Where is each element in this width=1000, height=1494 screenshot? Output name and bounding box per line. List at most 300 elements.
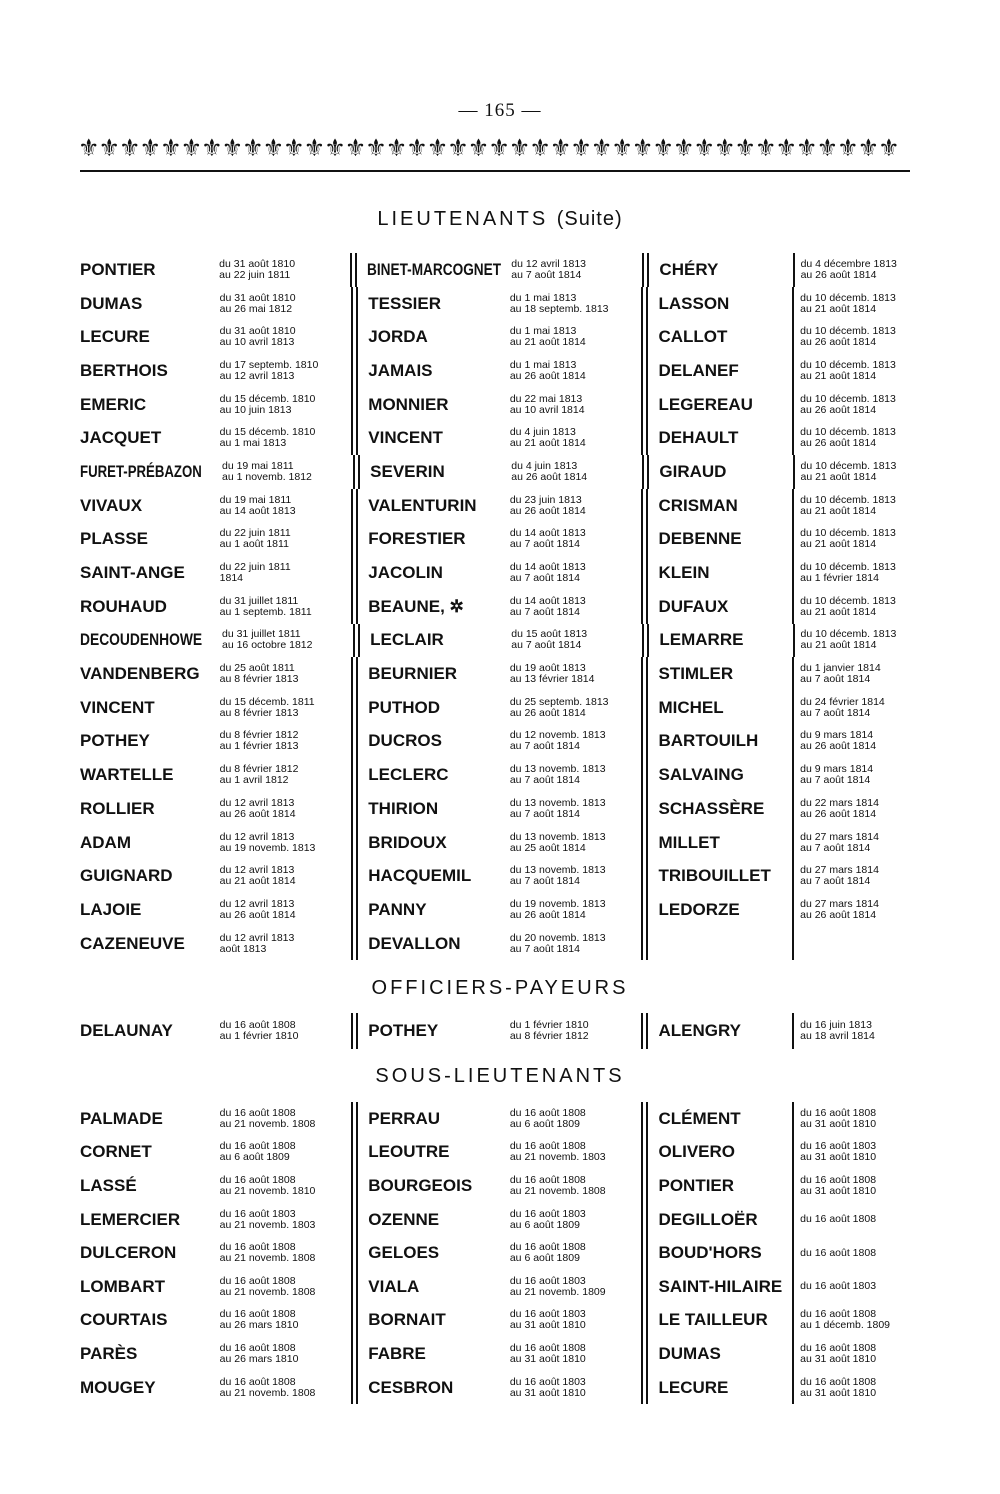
officer-name-cell	[356, 657, 504, 691]
service-dates-cell	[214, 455, 355, 489]
table-row	[78, 388, 918, 422]
officer-name-cell	[78, 455, 214, 489]
service-dates-cell	[792, 1371, 918, 1405]
officer-name: TESSIER	[368, 293, 442, 313]
officer-name: JACOLIN	[368, 563, 443, 583]
date-from: du 14 août 1813	[509, 594, 586, 607]
date-to: au 26 mars 1810	[219, 1352, 299, 1365]
service-dates-cell	[792, 1236, 918, 1270]
officer-name: ALENGRY	[658, 1021, 741, 1040]
service-dates	[220, 427, 316, 449]
service-dates-cell	[212, 556, 354, 590]
officer-name: BORNAIT	[368, 1310, 446, 1330]
service-dates-cell	[792, 590, 918, 624]
service-dates-cell	[793, 253, 918, 287]
date-to: au 21 novemb. 1809	[509, 1285, 606, 1298]
date-to: au 31 août 1810	[800, 1184, 877, 1197]
officer-name-cell	[356, 287, 504, 321]
officer-name: GUIGNARD	[80, 866, 173, 886]
date-from: du 19 novemb. 1813	[509, 897, 606, 910]
officer-name-cell	[646, 826, 790, 860]
officer-name: VANDENBERG	[80, 664, 200, 684]
service-dates-cell	[212, 1169, 354, 1203]
service-dates	[510, 1309, 586, 1331]
date-from: du 10 décemb. 1813	[800, 426, 896, 439]
service-dates	[220, 495, 296, 517]
officer-name-cell	[78, 1304, 212, 1338]
service-dates-cell	[212, 758, 354, 792]
table-row	[78, 354, 918, 388]
officer-name-cell	[78, 1102, 212, 1136]
service-dates	[800, 1248, 876, 1259]
date-from: du 27 mars 1814	[800, 897, 879, 910]
officer-name-cell	[647, 253, 790, 287]
table-row	[78, 792, 918, 826]
officer-name: MILLET	[658, 832, 720, 852]
officer-name: WARTELLE	[80, 765, 174, 785]
date-from: du 16 août 1808	[219, 1140, 296, 1153]
service-dates	[220, 730, 299, 752]
officer-name-cell	[646, 792, 790, 826]
service-dates-cell	[212, 388, 354, 422]
officer-name-cell	[646, 287, 790, 321]
service-dates-cell	[212, 1371, 354, 1405]
officer-name: JACQUET	[80, 428, 162, 448]
date-from: du 15 décemb. 1810	[219, 392, 316, 405]
date-from: du 16 août 1803	[800, 1140, 877, 1153]
date-from: du 19 août 1813	[509, 662, 586, 675]
date-to: au 1 avril 1812	[219, 774, 289, 787]
officer-name-cell	[356, 1270, 504, 1304]
service-dates-cell	[212, 1270, 354, 1304]
officer-name-cell	[78, 489, 212, 523]
officer-name-cell	[646, 489, 790, 523]
officer-name-cell	[646, 354, 790, 388]
date-to: au 21 novemb. 1808	[219, 1117, 316, 1130]
date-from: du 16 août 1808	[800, 1308, 877, 1321]
service-dates	[220, 764, 299, 786]
service-dates-cell	[504, 1337, 644, 1371]
service-dates	[510, 360, 586, 382]
date-from: du 10 décemb. 1813	[800, 493, 896, 506]
date-from: du 31 juillet 1811	[222, 628, 301, 641]
officer-name: LASSON	[658, 293, 730, 313]
table-row	[78, 523, 918, 557]
service-dates-cell	[212, 927, 354, 961]
date-from: du 16 août 1808	[219, 1308, 296, 1321]
date-to: au 7 août 1814	[509, 942, 580, 955]
officer-name-cell	[78, 1236, 212, 1270]
date-from: du 10 décemb. 1813	[800, 527, 896, 540]
date-from: du 12 avril 1813	[219, 830, 295, 843]
date-to: au 26 août 1814	[800, 268, 877, 281]
date-from: du 10 décemb. 1813	[800, 291, 896, 304]
officer-name-cell	[78, 523, 212, 557]
table-row	[78, 489, 918, 523]
service-dates-cell	[792, 758, 918, 792]
officer-name: LEOUTRE	[368, 1142, 450, 1162]
service-dates	[220, 528, 291, 550]
date-to: au 26 août 1814	[509, 706, 586, 719]
officer-name: OZENNE	[368, 1209, 440, 1229]
officer-name-cell	[78, 1013, 212, 1049]
officer-name-cell	[356, 489, 504, 523]
date-from: du 10 décemb. 1813	[800, 459, 897, 472]
date-from: du 8 février 1812	[219, 763, 299, 776]
service-dates-cell	[504, 1102, 644, 1136]
officer-name: SAINT-ANGE	[80, 563, 185, 583]
date-from: du 10 décemb. 1813	[800, 325, 896, 338]
officer-name: BERTHOIS	[80, 360, 168, 380]
date-from: du 12 avril 1813	[219, 796, 295, 809]
date-to: au 21 novemb. 1803	[219, 1218, 316, 1231]
date-from: du 4 juin 1813	[509, 426, 576, 439]
officer-name-cell	[647, 455, 790, 489]
date-from: du 14 août 1813	[509, 561, 586, 574]
service-dates-cell	[212, 691, 354, 725]
service-dates	[800, 394, 896, 416]
date-from: du 31 juillet 1811	[219, 594, 299, 607]
date-to: au 7 août 1814	[509, 605, 580, 618]
date-to: au 26 août 1814	[509, 504, 586, 517]
table-row	[78, 1270, 918, 1304]
service-dates	[800, 528, 896, 550]
officer-name-cell	[78, 590, 212, 624]
officer-name: DUMAS	[658, 1343, 721, 1363]
date-from: du 31 août 1810	[219, 325, 296, 338]
officer-name: LEDORZE	[658, 899, 740, 919]
service-dates	[222, 629, 313, 651]
service-dates-cell	[505, 253, 644, 287]
date-from: du 27 mars 1814	[800, 864, 879, 877]
officer-name-cell	[646, 725, 790, 759]
service-dates	[510, 293, 609, 315]
date-from: du 27 mars 1814	[800, 830, 879, 843]
table-row	[78, 826, 918, 860]
service-dates	[510, 899, 606, 921]
service-dates-cell	[505, 624, 644, 658]
date-to: au 1 août 1811	[219, 538, 289, 551]
date-to: au 31 août 1810	[800, 1117, 877, 1130]
service-dates	[220, 1020, 299, 1042]
officer-name: DECOUDENHOWE	[80, 630, 203, 650]
officer-name-cell	[358, 455, 505, 489]
service-dates	[510, 528, 586, 550]
officer-name-cell	[356, 1236, 504, 1270]
lieutenants-title	[0, 208, 1000, 231]
date-from: du 1 mai 1813	[509, 291, 577, 304]
officer-name: PONTIER	[658, 1175, 735, 1195]
officer-name-cell	[78, 758, 212, 792]
officer-name: FABRE	[368, 1343, 426, 1363]
date-to: au 6 août 1809	[509, 1252, 580, 1265]
officer-name-cell	[356, 927, 504, 961]
service-dates-cell	[792, 657, 918, 691]
officer-name: SALVAING	[658, 765, 744, 785]
date-to: au 26 août 1814	[219, 908, 296, 921]
service-dates	[220, 899, 296, 921]
table-row	[78, 1102, 918, 1136]
date-to: au 16 octobre 1812	[222, 639, 313, 652]
service-dates-cell	[793, 624, 918, 658]
date-to: au 8 février 1813	[219, 706, 299, 719]
service-dates-cell	[504, 1203, 644, 1237]
service-dates	[800, 562, 896, 584]
service-dates	[511, 629, 587, 651]
officer-name-cell	[78, 657, 212, 691]
date-to: au 26 août 1814	[800, 908, 877, 921]
service-dates	[510, 1276, 606, 1298]
service-dates-cell	[792, 1203, 918, 1237]
service-dates-cell	[504, 826, 644, 860]
officer-name: VIVAUX	[80, 495, 143, 515]
date-from: du 16 août 1808	[219, 1375, 296, 1388]
service-dates-cell	[504, 1013, 644, 1049]
date-from: du 1 février 1810	[509, 1019, 589, 1031]
service-dates-cell	[792, 893, 918, 927]
service-dates-cell	[212, 657, 354, 691]
date-from: du 16 août 1808	[800, 1213, 877, 1226]
officer-name-cell	[646, 1169, 790, 1203]
service-dates	[801, 629, 897, 651]
page-number: — 165 —	[458, 100, 542, 121]
service-dates-cell	[504, 893, 644, 927]
officer-name-cell	[646, 1236, 790, 1270]
service-dates	[800, 1281, 876, 1292]
officer-name: POTHEY	[368, 1021, 439, 1040]
service-dates-cell	[212, 523, 354, 557]
service-dates	[800, 1343, 876, 1365]
date-from: du 4 juin 1813	[511, 459, 578, 472]
date-from: du 16 août 1808	[800, 1375, 877, 1388]
service-dates	[511, 461, 587, 483]
date-from: du 16 août 1808	[800, 1106, 877, 1119]
officer-name: CALLOT	[658, 327, 728, 347]
service-dates	[510, 495, 586, 517]
fleuron-rule	[80, 170, 910, 172]
officer-name-cell	[356, 1169, 504, 1203]
officer-name: VINCENT	[80, 697, 155, 717]
officer-name: VINCENT	[368, 428, 443, 448]
service-dates-cell	[504, 523, 644, 557]
service-dates	[511, 259, 586, 281]
service-dates	[220, 1108, 316, 1130]
date-from: du 31 août 1810	[219, 257, 296, 270]
officer-name-cell	[356, 826, 504, 860]
service-dates	[510, 596, 586, 618]
officer-name: EMERIC	[80, 394, 147, 414]
table-row	[78, 287, 918, 321]
service-dates-cell	[792, 523, 918, 557]
date-from: du 13 novemb. 1813	[509, 763, 606, 776]
officer-name: BRIDOUX	[368, 832, 447, 852]
date-to: au 26 août 1814	[800, 403, 877, 416]
officer-name: DEGILLOËR	[658, 1209, 758, 1229]
service-dates-cell	[504, 556, 644, 590]
date-from: du 10 décemb. 1813	[800, 594, 896, 607]
officer-name: MONNIER	[368, 394, 449, 414]
officer-name-cell	[646, 590, 790, 624]
officer-name: DUFAUX	[658, 596, 729, 616]
service-dates	[220, 1175, 316, 1197]
date-to: au 31 août 1810	[800, 1386, 877, 1399]
officer-name-cell	[78, 556, 212, 590]
date-to: au 21 août 1814	[800, 538, 877, 551]
date-from: du 16 août 1803	[509, 1274, 586, 1287]
date-to: au 26 août 1814	[511, 470, 588, 483]
officer-name: PANNY	[368, 899, 427, 919]
service-dates	[800, 360, 896, 382]
service-dates-cell	[792, 287, 918, 321]
officer-name: HACQUEMIL	[368, 866, 472, 886]
officer-name: CORNET	[80, 1142, 152, 1162]
date-from: du 19 mai 1811	[222, 459, 294, 472]
officer-name: SEVERIN	[370, 461, 445, 481]
sous-lieutenants-table	[78, 1102, 918, 1404]
officer-name-cell	[78, 624, 214, 658]
service-dates-cell	[504, 1236, 644, 1270]
date-to: au 18 septemb. 1813	[509, 302, 609, 315]
service-dates	[510, 1209, 586, 1231]
service-dates	[220, 798, 296, 820]
service-dates-cell	[212, 421, 354, 455]
service-dates	[220, 1343, 299, 1365]
lieutenants-suite: (Suite)	[556, 208, 623, 230]
officer-name: PUTHOD	[368, 697, 441, 717]
officer-name: LE TAILLEUR	[658, 1310, 768, 1330]
officer-name-cell	[647, 624, 790, 658]
officer-name-cell	[356, 1102, 504, 1136]
date-from: du 25 septemb. 1813	[509, 695, 609, 708]
service-dates	[510, 1343, 586, 1365]
officer-name-cell	[356, 354, 504, 388]
date-from: du 16 août 1808	[219, 1241, 296, 1254]
date-to: au 21 novemb. 1808	[509, 1184, 606, 1197]
officer-name: VALENTURIN	[368, 495, 477, 515]
table-row	[78, 859, 918, 893]
date-to: au 13 février 1814	[509, 673, 595, 686]
officer-name: DUCROS	[368, 731, 442, 751]
date-from: du 1 mai 1813	[509, 325, 577, 338]
date-from: du 16 août 1808	[509, 1173, 586, 1186]
service-dates	[800, 495, 896, 517]
officer-name: SAINT-HILAIRE	[658, 1276, 783, 1296]
date-from: du 9 mars 1814	[800, 763, 874, 776]
service-dates-cell	[793, 455, 918, 489]
date-from: du 15 décemb. 1810	[219, 426, 316, 439]
officer-name-cell	[646, 1013, 790, 1049]
service-dates-cell	[504, 1136, 644, 1170]
date-to: au 1 novemb. 1812	[222, 470, 312, 483]
date-from: du 31 août 1810	[219, 291, 296, 304]
service-dates-cell	[792, 792, 918, 826]
date-to: au 21 août 1814	[800, 639, 877, 652]
service-dates	[800, 798, 879, 820]
service-dates-cell	[504, 388, 644, 422]
service-dates-cell	[504, 421, 644, 455]
date-to: au 26 août 1814	[509, 369, 586, 382]
service-dates-cell	[212, 1304, 354, 1338]
table-row	[78, 320, 918, 354]
date-to: au 10 juin 1813	[219, 403, 292, 416]
lieutenants-title-text: LIEUTENANTS	[377, 208, 549, 230]
officer-name: DUMAS	[80, 293, 143, 313]
date-from: du 13 novemb. 1813	[509, 830, 606, 843]
service-dates	[510, 1141, 606, 1163]
date-to: au 7 août 1814	[509, 740, 580, 753]
service-dates	[510, 562, 586, 584]
officer-name-cell	[646, 556, 790, 590]
service-dates	[800, 865, 879, 887]
officer-name: CAZENEUVE	[80, 933, 185, 953]
date-from: du 22 mars 1814	[800, 796, 879, 809]
date-to: au 7 août 1814	[511, 639, 582, 652]
officer-name-cell	[78, 1270, 212, 1304]
date-from: du 16 août 1808	[219, 1173, 296, 1186]
officer-name: STIMLER	[658, 664, 734, 684]
officer-name-cell	[78, 388, 212, 422]
officer-name-cell	[646, 691, 790, 725]
service-dates	[220, 596, 312, 618]
officer-name-cell	[646, 1270, 790, 1304]
table-row	[78, 657, 918, 691]
date-to: au 7 août 1814	[509, 572, 580, 585]
service-dates-cell	[792, 1169, 918, 1203]
service-dates	[510, 427, 586, 449]
service-dates-cell	[504, 691, 644, 725]
officer-name-cell	[78, 253, 211, 287]
officer-name: ROUHAUD	[80, 596, 167, 616]
service-dates	[219, 259, 295, 281]
service-dates	[800, 1377, 876, 1399]
service-dates-cell	[792, 1136, 918, 1170]
date-from: du 4 décembre 1813	[800, 257, 897, 270]
officiers-payeurs-title: OFFICIERS-PAYEURS	[371, 977, 629, 999]
officer-name: KLEIN	[658, 563, 710, 583]
table-row	[78, 893, 918, 927]
date-from: du 16 août 1808	[800, 1246, 877, 1259]
service-dates	[220, 1141, 296, 1163]
officer-name-cell	[356, 859, 504, 893]
service-dates-cell	[212, 1203, 354, 1237]
officer-name: BEAUNE, ✲	[368, 596, 464, 616]
officer-name: LEGEREAU	[658, 394, 753, 414]
table-row	[78, 725, 918, 759]
date-to: août 1813	[219, 942, 267, 955]
officer-name-cell	[356, 590, 504, 624]
officer-name-cell	[356, 1013, 504, 1049]
officer-name: GELOES	[368, 1243, 440, 1263]
service-dates-cell	[504, 1304, 644, 1338]
officer-name-cell	[646, 1304, 790, 1338]
officer-name: JORDA	[368, 327, 428, 347]
table-row	[78, 1203, 918, 1237]
service-dates-cell	[504, 725, 644, 759]
officer-name-cell	[78, 1371, 212, 1405]
officer-name-cell	[78, 725, 212, 759]
officer-name: COURTAIS	[80, 1310, 168, 1330]
officer-name: LECLERC	[368, 765, 449, 785]
date-from: du 20 novemb. 1813	[509, 931, 606, 944]
officer-name-cell	[356, 1337, 504, 1371]
officer-name: PERRAU	[368, 1108, 441, 1128]
date-to: au 7 août 1814	[509, 875, 580, 888]
officer-name: OLIVERO	[658, 1142, 735, 1162]
officer-name-cell	[646, 927, 790, 961]
service-dates	[510, 832, 606, 854]
service-dates-cell	[792, 1270, 918, 1304]
officer-name: GIRAUD	[659, 461, 727, 481]
